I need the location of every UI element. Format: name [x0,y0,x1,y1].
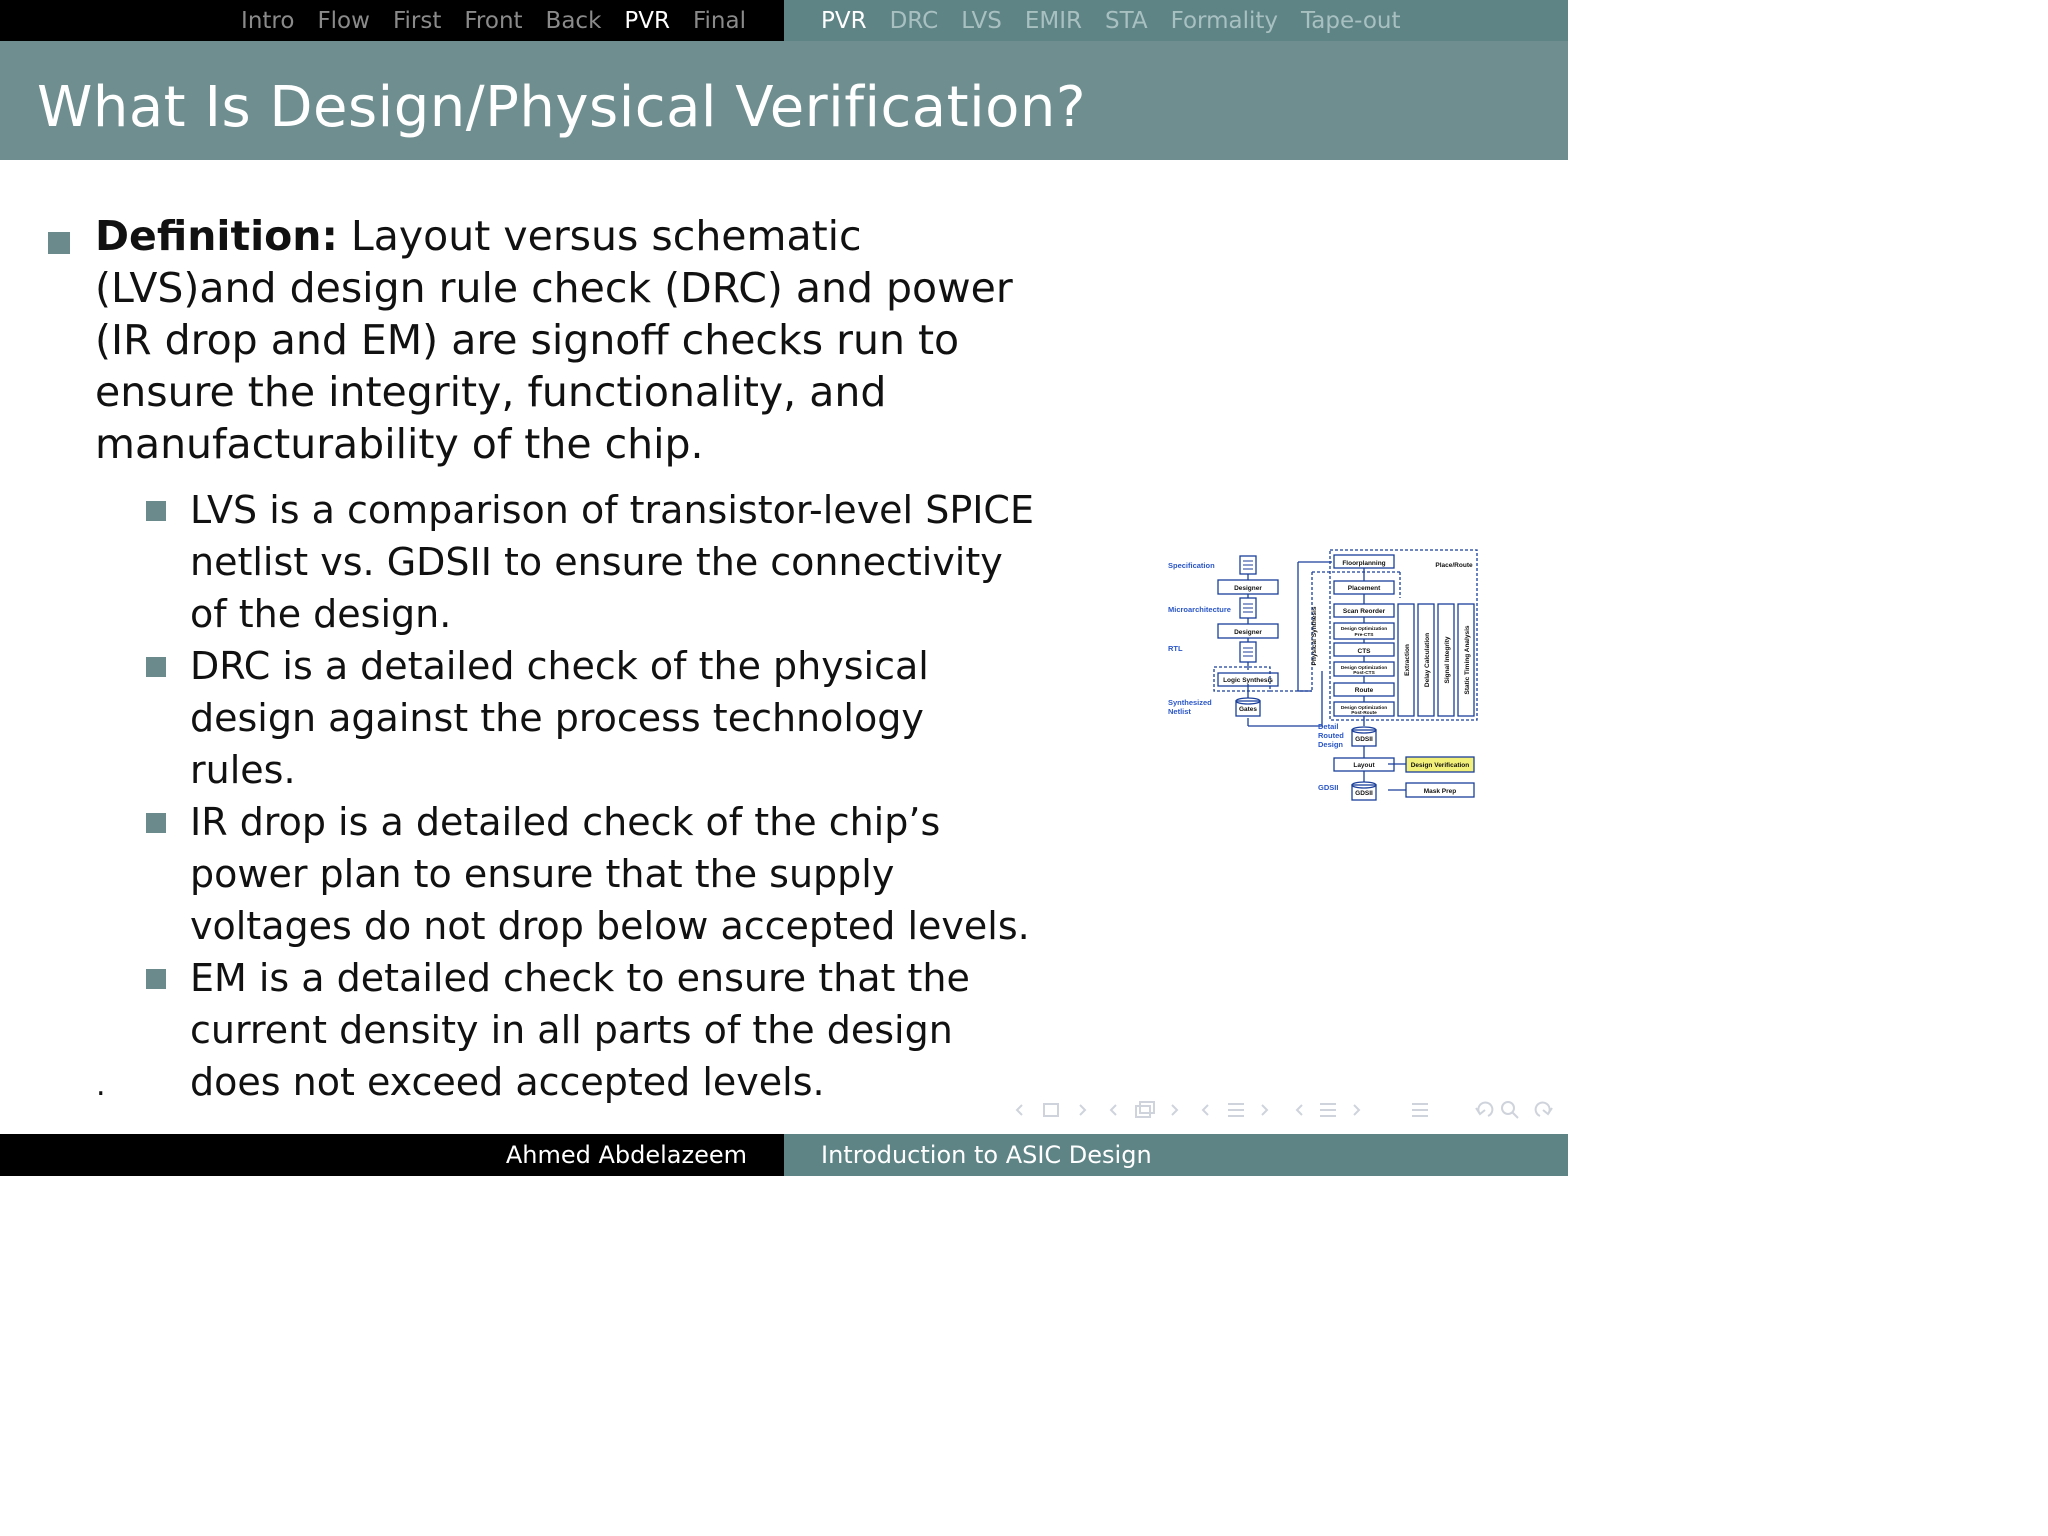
trailing-dot: . [96,1068,106,1103]
square-bullet-icon [48,232,70,254]
diagram-box-label: Pre-CTS [1354,633,1374,638]
diagram-vertical-label: Extraction [1404,644,1411,676]
diagram-box-label: Route [1354,687,1374,694]
diagram-box-label: Placement [1347,585,1381,592]
beamer-navigation-symbols [1012,1094,1560,1124]
nav-subsection-formality[interactable]: Formality [1170,7,1279,34]
frame-nav-icon[interactable] [1017,1104,1085,1116]
diagram-label: Netlist [1168,707,1191,716]
list-item-text: LVS is a comparison of transistor-level SPICE netlist vs. GDSII to ensure the connectivity of the design. [190,488,1034,636]
diagram-box-label: Design Optimization [1340,666,1388,671]
diagram-vertical-label: Signal Integrity [1444,636,1451,684]
nav-section-flow[interactable]: Flow [317,7,370,34]
diagram-box-label: Post-CTS [1353,671,1375,676]
frame-title-bar [0,41,1568,160]
diagram-box-label: GDSII [1355,790,1373,797]
definition-text [95,210,1045,470]
frame-title: What Is Design/Physical Verification? [37,75,1087,140]
list-item-drc [146,640,1048,796]
diagram-label: Microarchitecture [1168,605,1231,614]
asic-flow-diagram [1162,546,1482,804]
nav-section-pvr[interactable]: PVR [624,7,670,34]
nav-subsection-drc[interactable]: DRC [889,7,939,34]
diagram-label: Detail [1318,722,1339,731]
diagram-vertical-label: Delay Calculation [1424,632,1431,688]
diagram-box-label: CTS [1357,648,1371,655]
nav-subsection-sta[interactable]: STA [1104,7,1148,34]
nav-subsection-lvs[interactable]: LVS [961,7,1002,34]
diagram-vertical-label: Physical Synthesis [1311,606,1318,666]
diagram-box-label: Layout [1353,762,1375,769]
diagram-box-label: Mask Prep [1423,788,1457,795]
square-bullet-icon [146,813,166,833]
diagram-box-label: Logic Synthesis [1223,677,1273,684]
diagram-label: RTL [1168,644,1183,653]
diagram-label: Synthesized [1168,698,1212,707]
list-item-text: DRC is a detailed check of the physical design against the process technology rules. [190,644,929,792]
nav-section-final[interactable]: Final [692,7,746,34]
subsection-nav [784,0,1568,41]
top-navigation [0,0,1568,41]
document-nav-icon[interactable] [1297,1104,1359,1116]
diagram-box-label: Floorplanning [1342,560,1386,567]
footer [0,1134,1568,1176]
footer-author: Ahmed Abdelazeem [0,1134,784,1176]
diagram-label: Specification [1168,561,1215,570]
diagram-box-label: Post-Route [1351,711,1377,716]
back-forward-icon[interactable] [1476,1103,1492,1116]
list-item-ir-drop [146,796,1048,952]
nav-section-back[interactable]: Back [545,7,602,34]
subsection-nav-icon[interactable] [1111,1102,1177,1117]
diagram-box-label: Design Optimization [1340,627,1388,632]
undo-icon[interactable] [1536,1103,1552,1116]
list-item-text: EM is a detailed check to ensure that the current density in all parts of the design does not exceed accepted levels. [190,956,970,1104]
diagram-box-label: Design Verification [1410,762,1470,769]
diagram-box-label: GDSII [1355,736,1373,743]
square-bullet-icon [146,501,166,521]
diagram-label: Routed [1318,731,1344,740]
diagram-box-label: Scan Reorder [1342,608,1386,615]
diagram-label: Design [1318,740,1344,749]
list-item-em [146,952,1048,1108]
diagram-label: GDSII [1318,783,1339,792]
diagram-box-label: Designer [1234,585,1262,592]
definition-item [48,210,1048,470]
diagram-box-label: Design Optimization [1340,706,1388,711]
square-bullet-icon [146,969,166,989]
diagram-vertical-label: Static Timing Analysis [1464,625,1471,695]
list-item-lvs [146,484,1048,640]
appendix-icon[interactable] [1412,1104,1428,1116]
nav-subsection-emir[interactable]: EMIR [1024,7,1082,34]
definition-label: Definition: [95,212,338,260]
diagram-box-label: Designer [1234,629,1262,636]
slide-content [48,210,1048,1108]
nav-section-first[interactable]: First [392,7,442,34]
nav-section-intro[interactable]: Intro [241,7,295,34]
diagram-box-label: Gates [1238,706,1258,713]
section-nav-icon[interactable] [1203,1104,1267,1116]
definition-body: Layout versus schematic (LVS)and design rule check (DRC) and power (IR drop and EM) are signoff checks run to ensure the integrity, functionality, and manufacturability of the chip. [95,212,1013,468]
square-bullet-icon [146,657,166,677]
footer-course-title: Introduction to ASIC Design [784,1134,1568,1176]
nav-subsection-pvr[interactable]: PVR [821,7,867,34]
nav-section-front[interactable]: Front [464,7,523,34]
diagram-corner-label: Place/Route [1435,562,1473,569]
search-icon[interactable] [1502,1102,1518,1118]
list-item-text: IR drop is a detailed check of the chip’s power plan to ensure that the supply voltages do not drop below accepted levels. [190,800,1030,948]
nav-subsection-tapeout[interactable]: Tape-out [1301,7,1401,34]
section-nav [0,0,784,41]
